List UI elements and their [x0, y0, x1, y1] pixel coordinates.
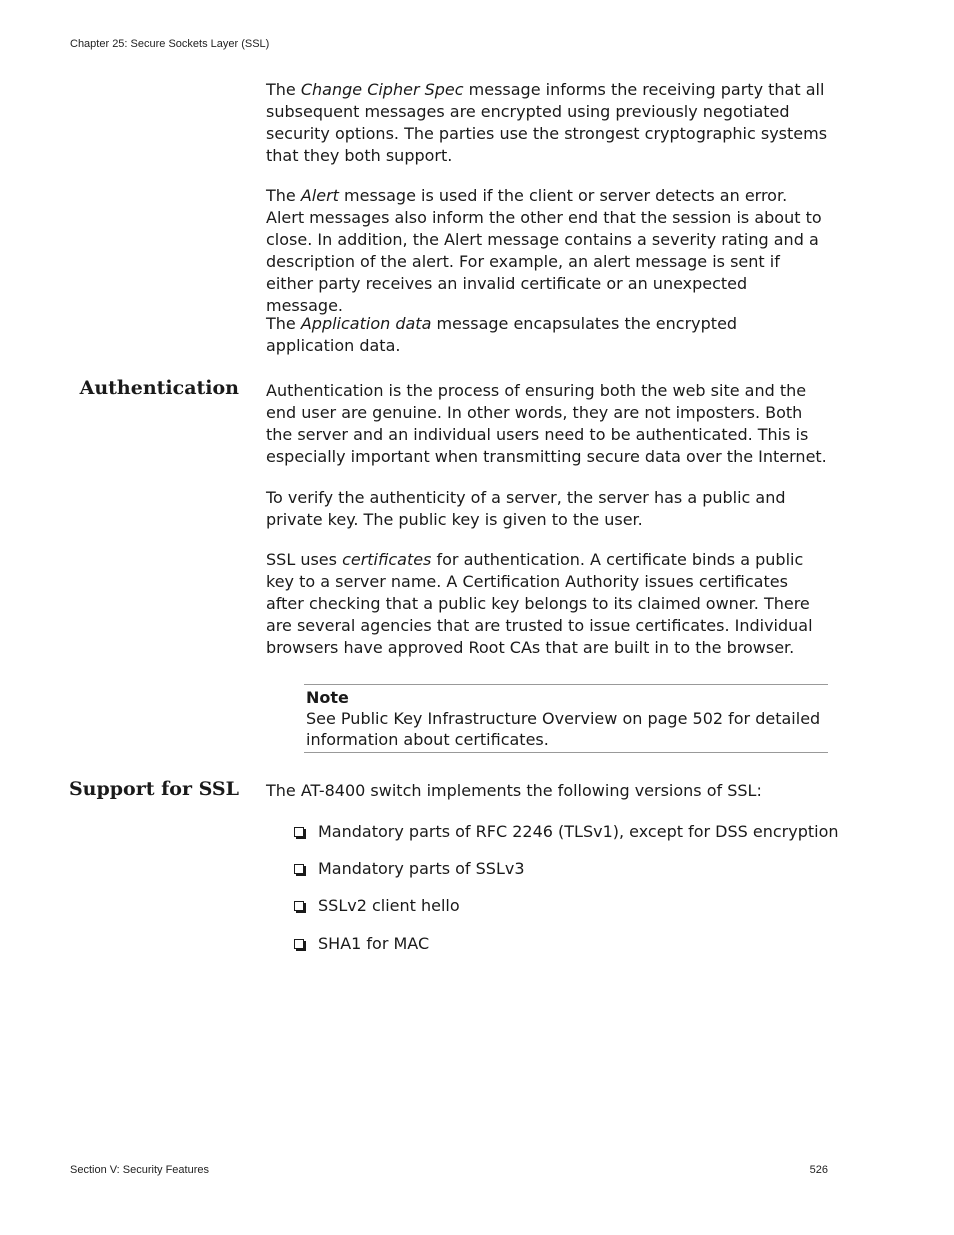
- checkbox-bullet-icon: [294, 939, 304, 949]
- intro-paragraph-application-data: [266, 313, 828, 357]
- term-application-data: Application data: [300, 314, 432, 333]
- text: The: [266, 314, 301, 333]
- authentication-paragraph-1: [266, 380, 828, 468]
- term-alert: Alert: [300, 186, 339, 205]
- text: SSL uses: [266, 550, 343, 569]
- term-change-cipher-spec: Change Cipher Spec: [300, 80, 464, 99]
- list-item-text: SHA1 for MAC: [318, 934, 430, 953]
- list-item: [294, 821, 839, 843]
- note-box: [304, 684, 828, 753]
- text: The: [266, 80, 301, 99]
- text: The AT-8400 switch implements the following versions of SSL:: [266, 781, 762, 800]
- text: To verify the authenticity of a server, the server has a public and private key. The public key is given to the user.: [266, 488, 786, 529]
- section-heading-authentication: Authentication: [79, 377, 239, 399]
- note-title: Note: [306, 688, 349, 707]
- text: The: [266, 186, 301, 205]
- checkbox-bullet-icon: [294, 827, 304, 837]
- footer-section: Section V: Security Features: [70, 1164, 209, 1176]
- checkbox-bullet-icon: [294, 901, 304, 911]
- note-text: See Public Key Infrastructure Overview on page 502 for detailed information about certificates.: [306, 709, 821, 749]
- authentication-paragraph-3: [266, 549, 828, 659]
- list-item: [294, 895, 460, 917]
- list-item-text: Mandatory parts of RFC 2246 (TLSv1), except for DSS encryption: [318, 822, 839, 841]
- text: message informs the receiving party that all subsequent messages are encrypted using previously negotiated security options. The parties use the strongest cryptographic systems that they both support.: [266, 80, 828, 165]
- list-item-text: SSLv2 client hello: [318, 896, 460, 915]
- page-number: 526: [809, 1164, 828, 1176]
- term-certificates: certificates: [342, 550, 432, 569]
- list-item-text: Mandatory parts of SSLv3: [318, 859, 525, 878]
- text: Authentication is the process of ensuring both the web site and the end user are genuine. In other words, they are not imposters. Both the server and an individual users need to be authenticated. This is especially important when transmitting secure data over the Internet.: [266, 381, 827, 466]
- list-item: [294, 933, 429, 955]
- running-header: Chapter 25: Secure Sockets Layer (SSL): [70, 38, 270, 50]
- support-intro: [266, 780, 828, 802]
- text: message is used if the client or server detects an error. Alert messages also inform the other end that the session is about to close. In addition, the Alert message contains a severity rating and a description of the alert. For example, an alert message is sent if either party receives an invalid certificate or an unexpected message.: [266, 186, 822, 315]
- authentication-paragraph-2: [266, 487, 828, 531]
- intro-paragraph-change-cipher-spec: [266, 79, 828, 167]
- list-item: [294, 858, 525, 880]
- intro-paragraph-alert: [266, 185, 828, 317]
- text: for authentication. A certificate binds a public key to a server name. A Certification Authority issues certificates after checking that a public key belongs to its claimed owner. There are several agencies that are trusted to issue certificates. Individual browsers have approved Root CAs that are built in to the browser.: [266, 550, 813, 657]
- text: message encapsulates the encrypted application data.: [266, 314, 738, 355]
- checkbox-bullet-icon: [294, 864, 304, 874]
- section-heading-support-for-ssl: Support for SSL: [68, 778, 239, 800]
